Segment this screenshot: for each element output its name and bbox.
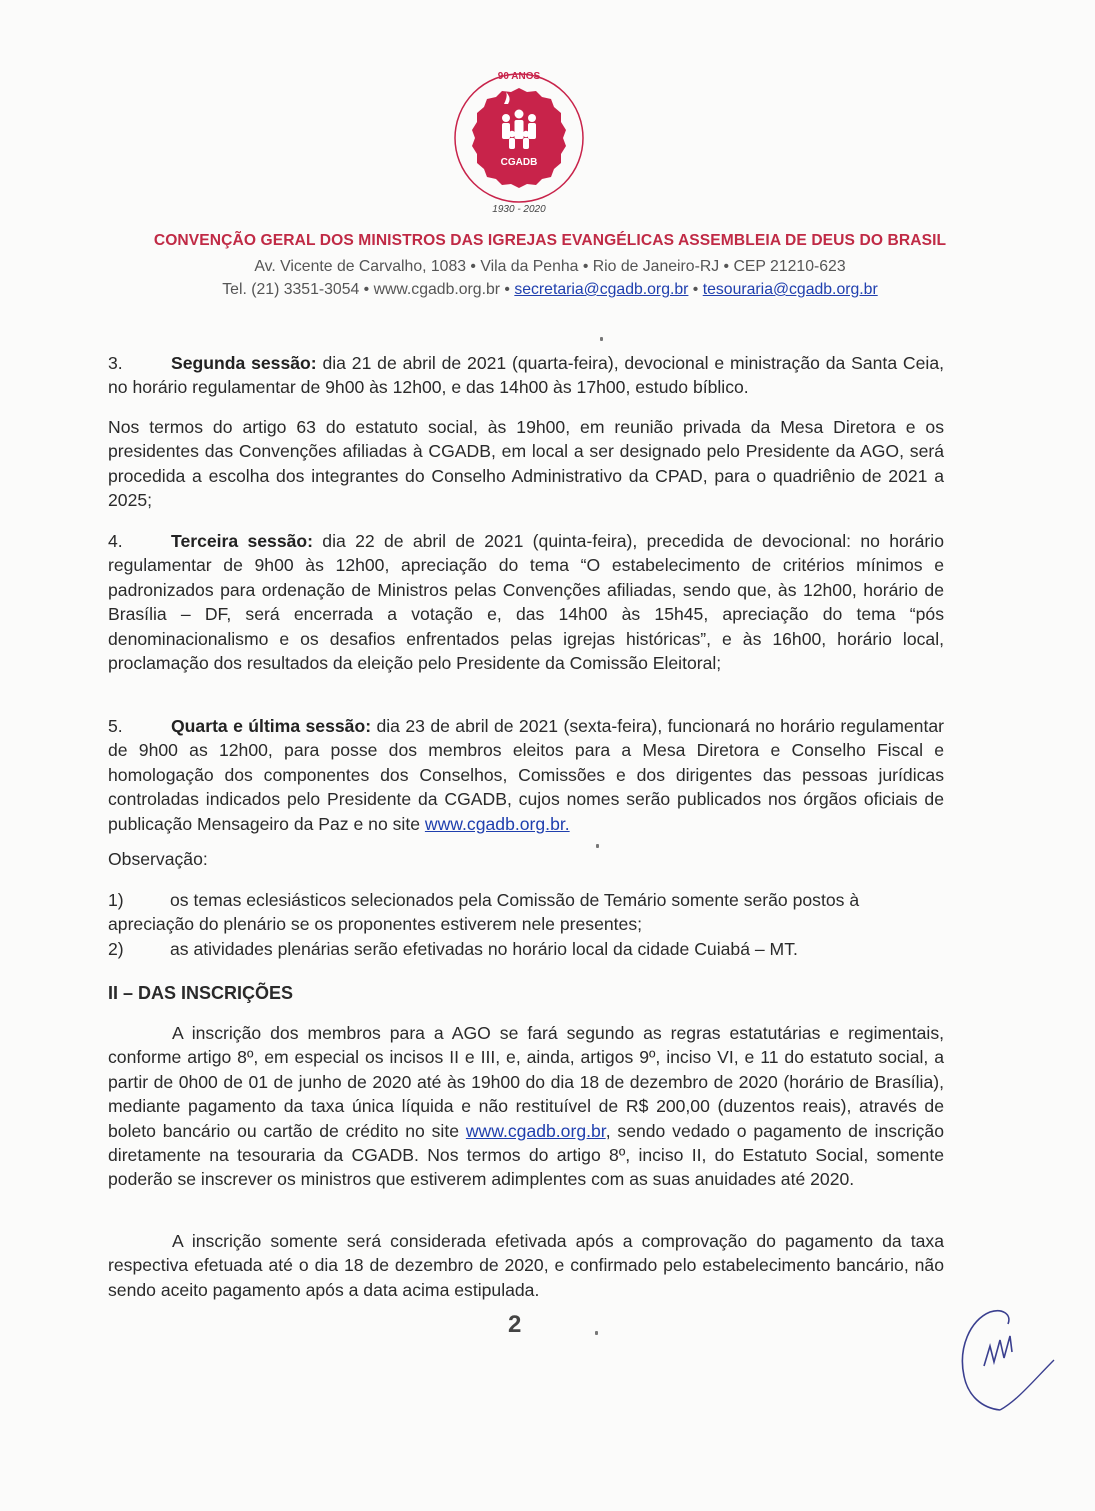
item-number: 2) xyxy=(108,939,124,959)
logo-center-text: CGADB xyxy=(500,157,538,168)
session-4-paragraph xyxy=(108,529,944,675)
section-heading-inscricoes: II – DAS INSCRIÇÕES xyxy=(108,983,294,1003)
item-number: 3. xyxy=(108,353,123,373)
email-tesouraria-link[interactable]: tesouraria@cgadb.org.br xyxy=(702,281,878,298)
session-title: Terceira sessão: xyxy=(171,531,313,551)
handwritten-initials-signature xyxy=(950,1300,1060,1420)
inscricoes-paragraph-2: A inscrição somente será considerada efetivada após a comprovação do pagamento da taxa respectiva efetuada até o dia 18 de dezembro de 2020, e confirmado pelo estabelecimento bancário, não sendo aceito pagamento após a data acima estipulada. xyxy=(108,1231,944,1300)
cgadb-90-anos-logo xyxy=(448,66,590,216)
observation-title: Observação: xyxy=(108,849,208,869)
observation-text: as atividades plenárias serão efetivadas no horário local da cidade Cuiabá – MT. xyxy=(170,939,798,959)
inscricoes-paragraph-1 xyxy=(108,1021,944,1192)
email-secretaria-link[interactable]: secretaria@cgadb.org.br xyxy=(514,281,689,298)
session-text: dia 23 de abril de 2021 (sexta-feira), funcionará no horário regulamentar de 9h00 as 12h00, para posse dos membros eleitos para a Mesa Diretora e Conselho Fiscal e homologação dos componentes dos Conselhos, Comissões e dos dirigentes das pessoas jurídicas controladas indicados pelo Presidente da CGADB, cujos nomes serão publicados nos órgãos oficiais de publicação Mensageiro da Paz e no site xyxy=(108,716,945,834)
item-number: 1) xyxy=(108,890,124,910)
session-text: dia 22 de abril de 2021 (quinta-feira), precedida de devocional: no horário regulamentar de 9h00 às 12h00, apreciação do tema “O estabelecimento de critérios mínimos e padronizados para ordenação de Ministros pelas Convenções afiliadas, sendo que, às 12h00, horário de Brasília – DF, será encerrada a votação e, das 14h00 às 15h45, apreciação do tema “pós denominacionalismo e os desafios enfrentados pelas igrejas históricas”, e às 16h00, horário local, proclamação dos resultados da eleição pelo Presidente da Comissão Eleitoral; xyxy=(108,531,944,674)
contact-line xyxy=(100,281,1000,299)
session-text: dia 21 de abril de 2021 (quarta-feira), devocional e ministração da Santa Ceia, no horário regulamentar de 9h00 às 12h00, e das 14h00 às 17h00, estudo bíblico. xyxy=(108,353,945,398)
session-title: Quarta e última sessão: xyxy=(171,716,372,736)
organization-name: CONVENÇÃO GERAL DOS MINISTROS DAS IGREJAS EVANGÉLICAS ASSEMBLEIA DE DEUS DO BRASIL xyxy=(153,232,947,249)
contact-phone-site: Tel. (21) 3351-3054 • www.cgadb.org.br • xyxy=(222,281,515,298)
article-63-paragraph: Nos termos do artigo 63 do estatuto social, às 19h00, em reunião privada da Mesa Diretora e os presidentes das Convenções afiliadas à CGADB, em local a ser designado pelo Presidente da AGO, será procedida a escolha dos integrantes do Conselho Administrativo da CPAD, para o quadriênio de 2021 a 2025; xyxy=(108,417,944,511)
address-line: Av. Vicente de Carvalho, 1083 • Vila da Penha • Rio de Janeiro-RJ • CEP 21210-623 xyxy=(254,258,846,275)
observation-item-2 xyxy=(108,937,944,961)
paragraph-text: A inscrição dos membros para a AGO se fará segundo as regras estatutárias e regimentais, conforme artigo 8º, em especial os incisos II e III, e, ainda, artigos 9º, inciso VI, e 11 do estatuto social, a partir de 0h00 de 01 de junho de 2020 até às 19h00 do dia 18 de dezembro de 2020 (horário de Brasília), mediante pagamento da taxa única líquida e não restituível de R$ 200,00 (duzentos reais), através de boleto bancário ou cartão de crédito no site xyxy=(108,1023,944,1141)
observation-item-1 xyxy=(108,888,944,937)
session-title: Segunda sessão: xyxy=(171,353,317,373)
cgadb-site-link[interactable]: www.cgadb.org.br. xyxy=(424,813,570,834)
logo-top-text: 90 ANOS xyxy=(497,71,541,82)
scan-mark xyxy=(600,337,603,341)
contact-separator: • xyxy=(688,281,703,298)
scan-mark xyxy=(595,1331,598,1335)
item-number: 5. xyxy=(108,716,123,736)
scan-mark xyxy=(596,844,599,848)
paragraph-text: , sendo vedado o pagamento de inscrição diretamente na tesouraria da CGADB. Nos termos do artigo 8º, inciso II, do Estatuto Social, somente poderão se inscrever os ministros que estiverem adimplentes com as suas anuidades até 2020. xyxy=(108,1120,944,1190)
session-5-paragraph xyxy=(108,714,944,836)
cgadb-site-link[interactable]: www.cgadb.org.br xyxy=(465,1120,606,1141)
session-3-paragraph xyxy=(108,351,944,400)
page-number: 2 xyxy=(508,1311,522,1338)
logo-bottom-text: 1930 - 2020 xyxy=(492,204,546,215)
item-number: 4. xyxy=(108,531,123,551)
observation-text: os temas eclesiásticos selecionados pela Comissão de Temário somente serão postos à apreciação do plenário se os proponentes estiverem nele presentes; xyxy=(108,890,860,935)
